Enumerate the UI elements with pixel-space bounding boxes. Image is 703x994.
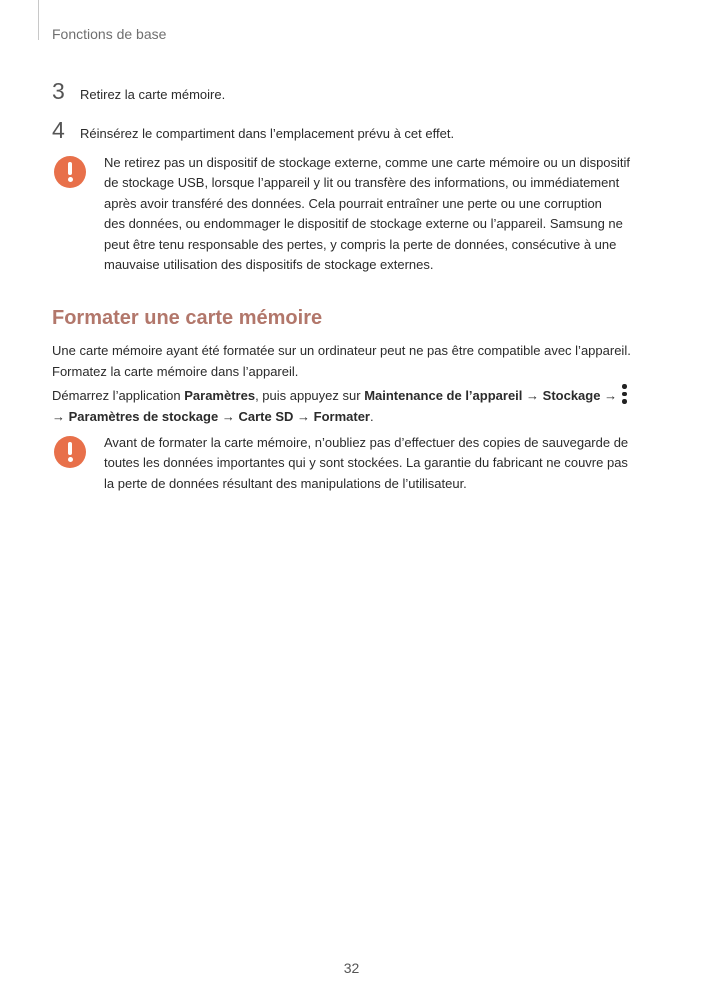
more-options-icon xyxy=(621,384,627,404)
warning-icon xyxy=(54,156,86,188)
warning-note-1 xyxy=(54,155,631,273)
step-number: 4 xyxy=(52,117,65,143)
step-3 xyxy=(52,78,225,105)
warning-note-2 xyxy=(54,435,629,491)
intro-paragraph: Une carte mémoire ayant été formatée sur un ordinateur peut ne pas être compatible avec l’appareil. Formatez la carte mémoire dans l’appareil. xyxy=(52,343,631,379)
menu-path-format: Formater xyxy=(313,408,370,424)
step-text: Retirez la carte mémoire. xyxy=(80,87,226,102)
menu-path-storage: Stockage xyxy=(542,388,601,403)
menu-path-settings: Paramètres xyxy=(184,388,256,403)
step-text: Réinsérez le compartiment dans l’emplacement prévu à cet effet. xyxy=(80,126,455,141)
page-margin-rule xyxy=(38,0,39,40)
menu-path-sd-card: Carte SD xyxy=(238,408,294,424)
page-number: 32 xyxy=(343,960,360,976)
warning-icon xyxy=(54,436,86,468)
menu-path-storage-settings: Paramètres de stockage xyxy=(68,408,219,424)
step-4 xyxy=(52,117,454,144)
warning-text: Avant de formater la carte mémoire, n’oubliez pas d’effectuer des copies de sauvegarde de toutes les données importantes qui y sont stockées. La garantie du fabricant ne couvre pas la perte de données résultant des manipulations de l’utilisateur. xyxy=(104,435,629,491)
warning-text: Ne retirez pas un dispositif de stockage externe, comme une carte mémoire ou un dispositif de stockage USB, lorsque l’appareil y lit ou transfère des informations, ou immédiatement après avoir transféré des données. Cela pourrait entraîner une perte ou une corruption des données, ou endommager le dispositif de stockage externe ou l’appareil. Samsung ne peut être tenu responsable des pertes, y compris la perte de données, consécutive à une mauvaise utilisation des dispositifs de stockage externes. xyxy=(104,155,631,273)
section-header: Fonctions de base xyxy=(52,26,167,42)
step-number: 3 xyxy=(52,78,65,104)
section-title: Formater une carte mémoire xyxy=(52,307,323,329)
menu-path-device-care: Maintenance de l’appareil xyxy=(364,388,523,403)
instruction-paragraph: Démarrez l’application Paramètres, puis appuyez sur Maintenance de l’appareil → Stockage → → Paramètres de stockage → Carte SD → Formater. xyxy=(52,384,662,427)
